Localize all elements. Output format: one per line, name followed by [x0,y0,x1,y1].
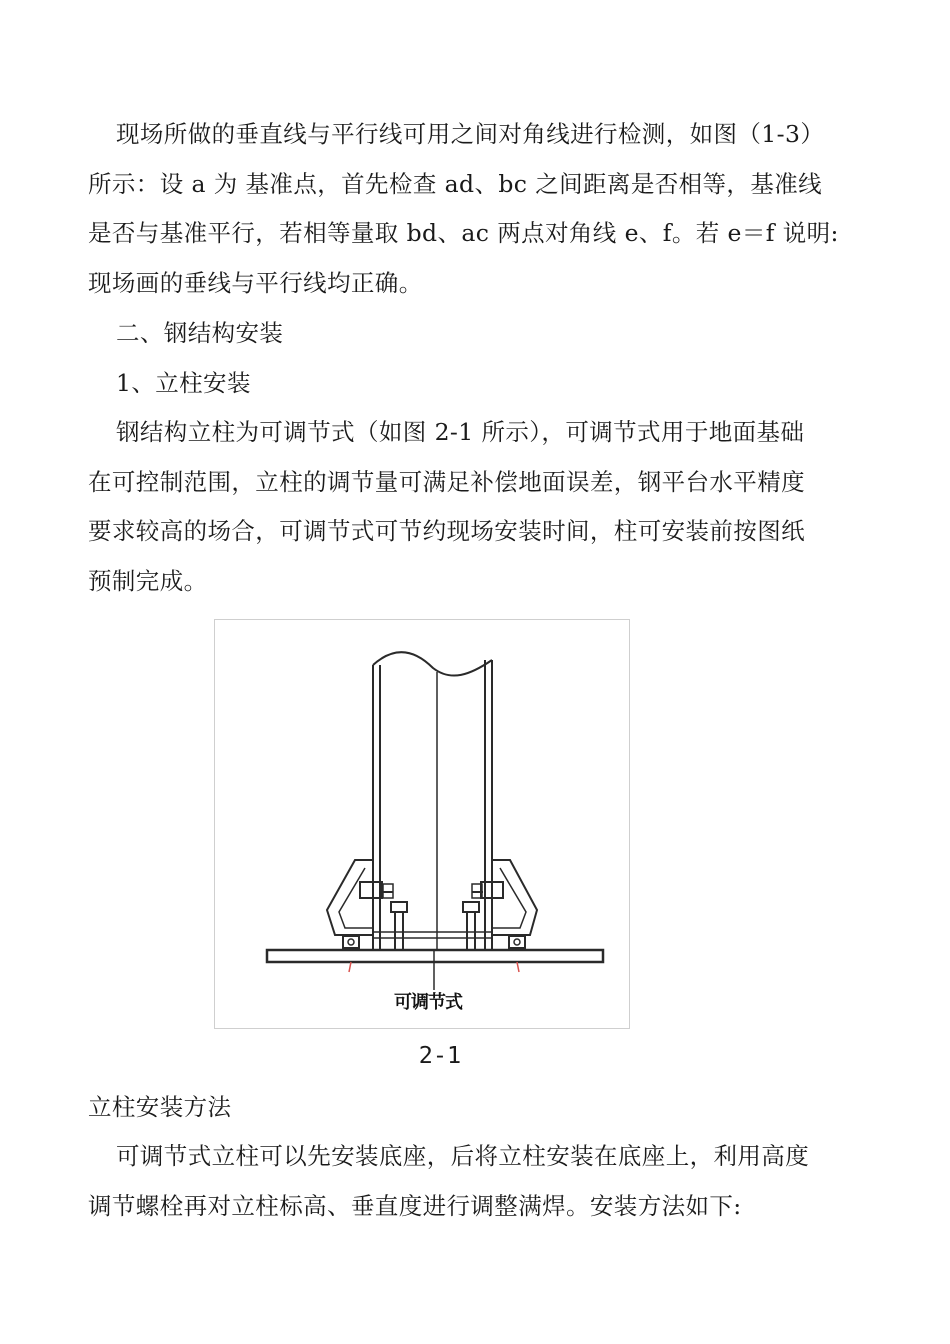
paragraph-line: 现场所做的垂直线与平行线可用之间对角线进行检测，如图（1-3） [116,120,825,148]
paragraph-line: 调节螺栓再对立柱标高、垂直度进行调整满焊。安装方法如下: [88,1191,742,1220]
column-base-figure [214,619,630,1029]
paragraph-line: 可调节式立柱可以先安装底座，后将立柱安装在底座上，利用高度 [116,1142,810,1170]
right-weld-mark [517,962,519,972]
paragraph-line: 是否与基准平行，若相等量取 bd、ac 两点对角线 e、f。若 e＝f 说明: [88,219,839,247]
subsection-heading: 1、立柱安装 [116,369,251,397]
paragraph-line: 现场画的垂线与平行线均正确。 [88,268,423,297]
paragraph-line: 预制完成。 [88,566,208,595]
figure-inner-label: 可调节式 [394,992,462,1013]
figure-caption: 2-1 [418,1041,462,1069]
paragraph-install-method [88,1132,863,1231]
paragraph-line: 在可控制范围，立柱的调节量可满足补偿地面误差，钢平台水平精度 [88,467,805,496]
base-plate [267,950,603,962]
left-weld-mark [349,962,351,972]
right-leveling-bolt-head [463,902,479,912]
left-anchor-bolt [343,936,359,948]
paragraph-line: 所示：设 a 为 基准点，首先检查 ad、bc 之间距离是否相等，基准线 [88,169,823,198]
paragraph-diagonal-check [88,110,863,308]
column-break-line [373,652,492,675]
paragraph-column-type [88,408,863,606]
right-anchor-bolt [509,936,525,948]
paragraph-line: 钢结构立柱为可调节式（如图 2-1 所示），可调节式用于地面基础 [116,418,805,446]
left-upper-bolt [360,882,382,898]
method-heading: 立柱安装方法 [88,1093,232,1121]
left-leveling-bolt-head [391,902,407,912]
paragraph-line: 要求较高的场合，可调节式可节约现场安装时间，柱可安装前按图纸 [88,517,805,545]
column-base-drawing [215,620,631,1030]
section-heading: 二、钢结构安装 [116,319,284,347]
